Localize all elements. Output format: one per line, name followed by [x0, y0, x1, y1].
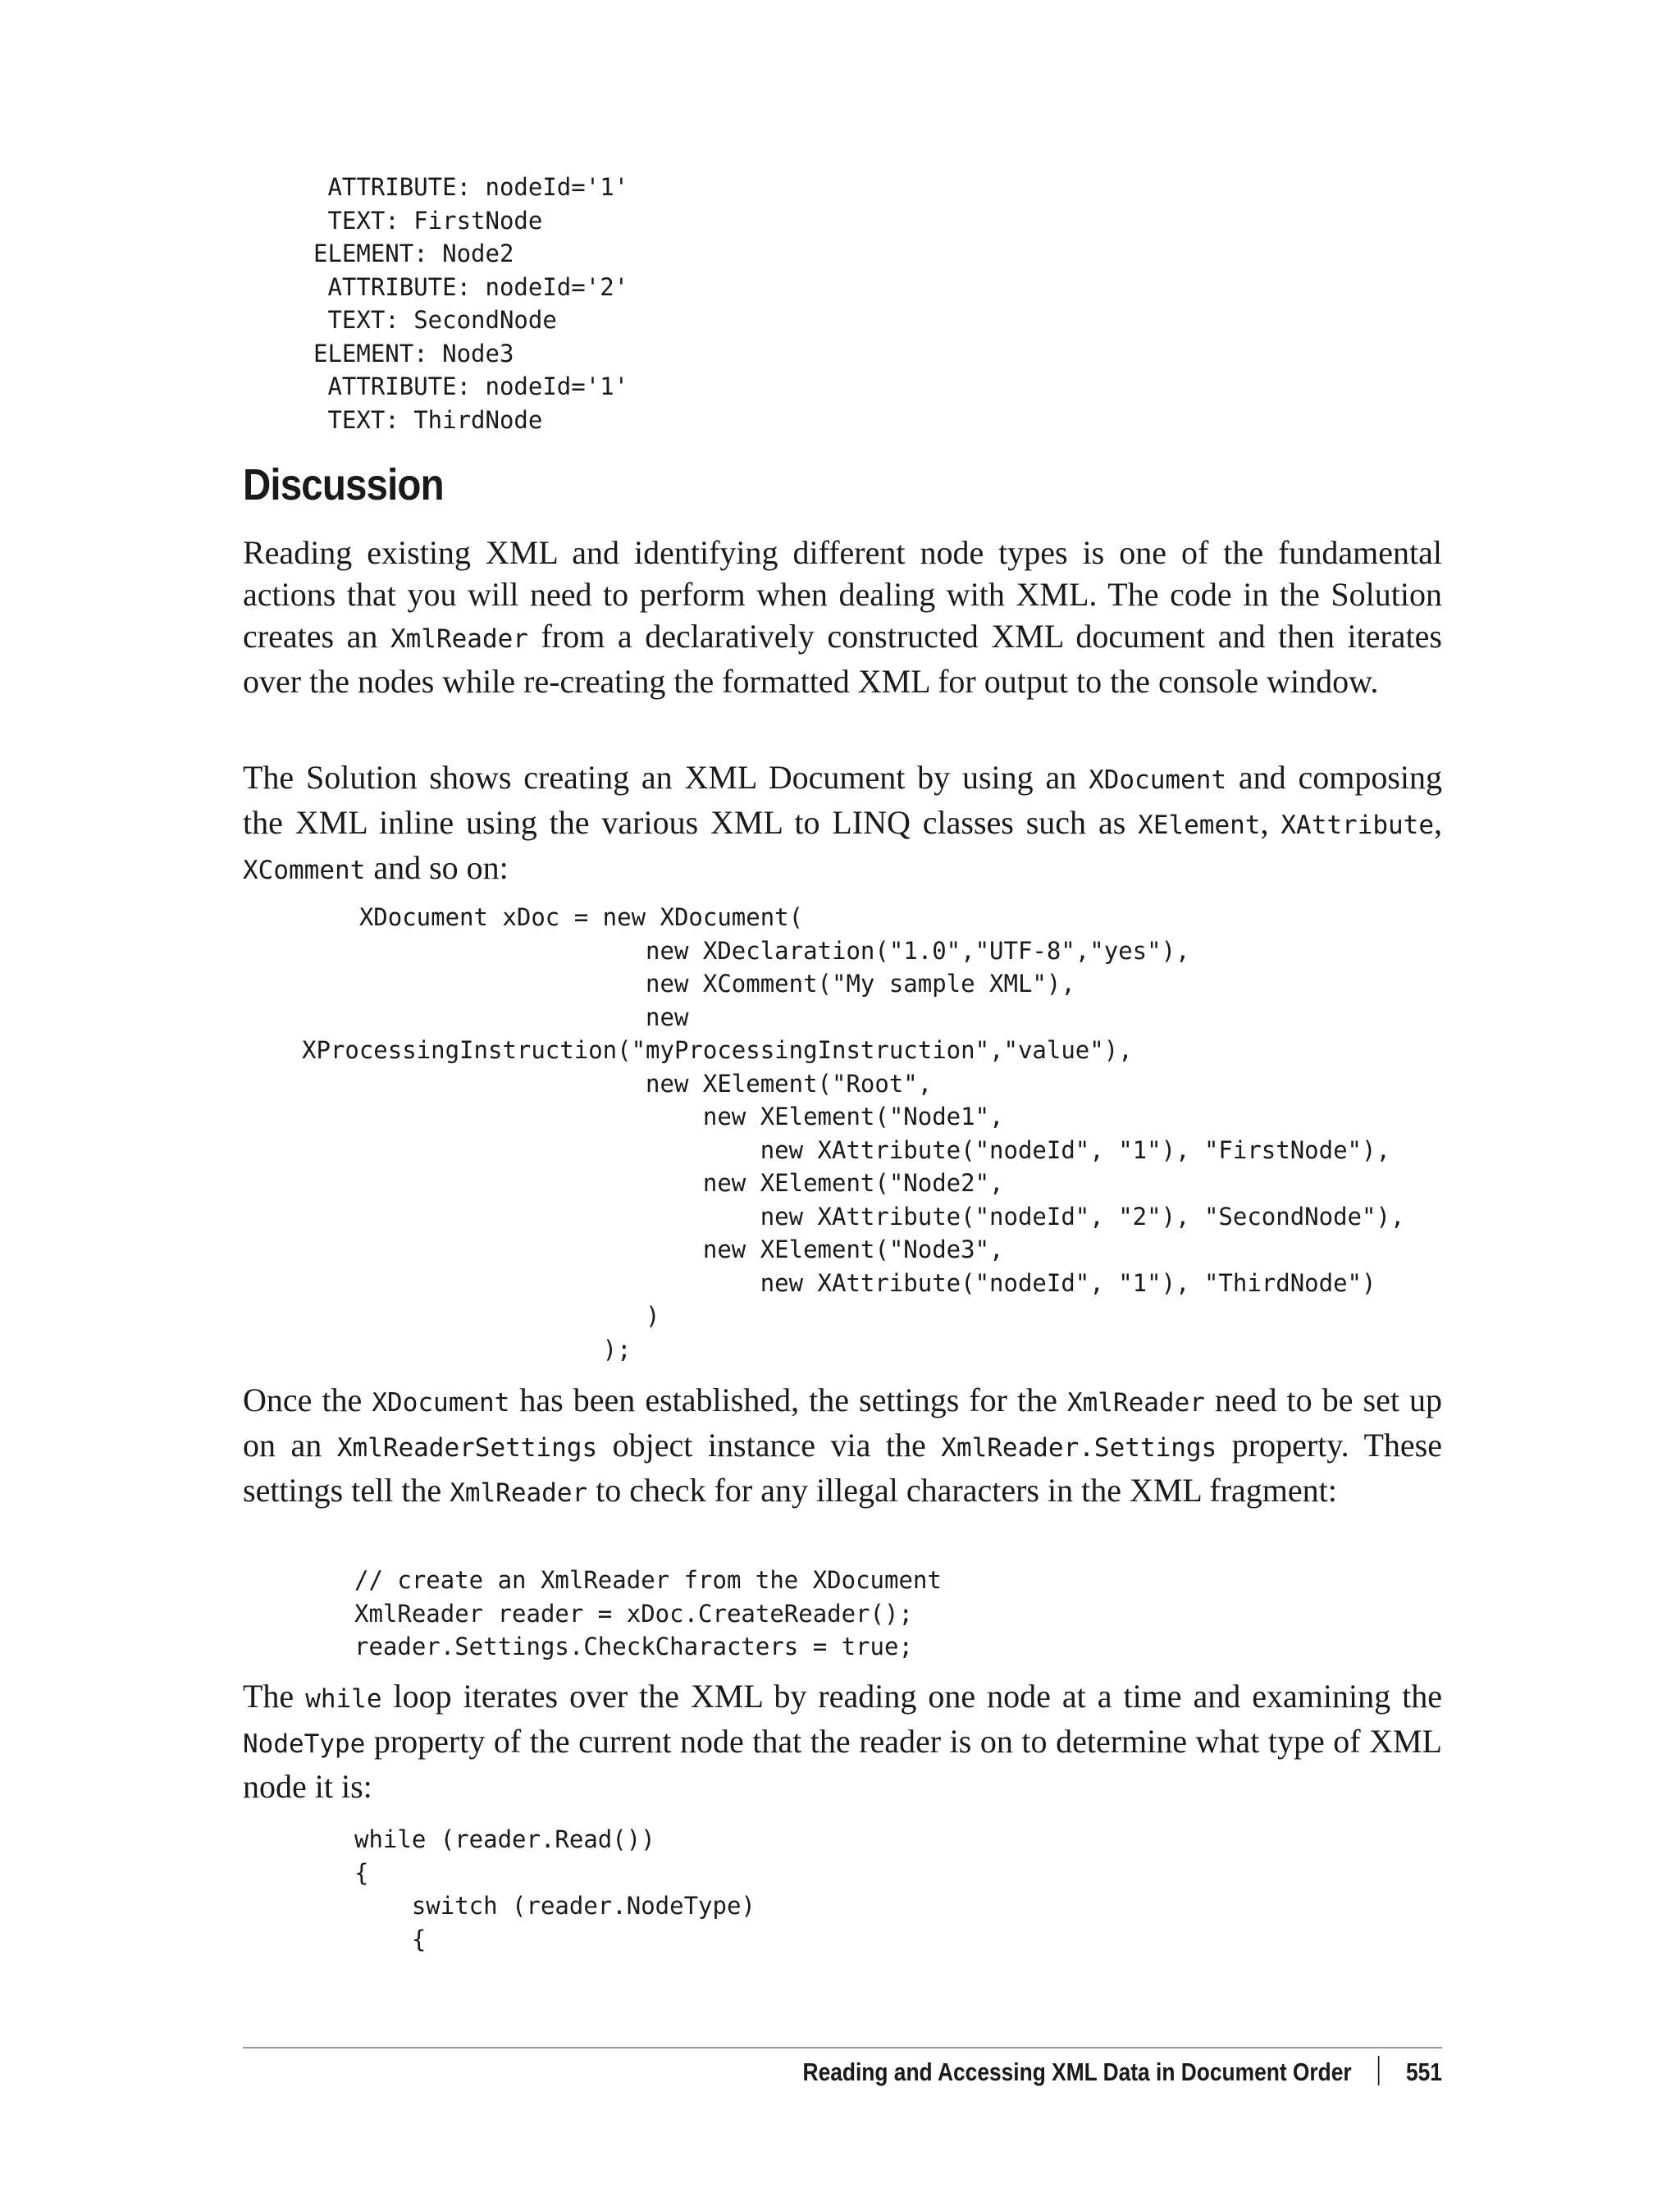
- page-footer: [803, 2056, 1442, 2089]
- paragraph-1: Reading existing XML and identifying different node types is one of the fundamental actions that you will need to perform when dealing with XML. The code in the Solution creates an XmlReader from a declaratively constructed XML document and then iterates over the nodes while re-creating the formatted XML for output to the console window.: [243, 534, 1442, 700]
- inline-code: XmlReader: [390, 624, 528, 654]
- code-block-xdocument: XDocument xDoc = new XDocument( new XDeclaration("1.0","UTF-8","yes"), new XComment("My sample XML"), new XProcessingInstruction("myProcessingInstruction","value"), new XElement("Root", new XElement("Node1", new XAttribute("nodeId", "1"), "FirstNode"), new XElement("Node2", new XAttribute("nodeId", "2"), "SecondNode"), new XElement("Node3", new XAttribute("nodeId", "1"), "ThirdNode") ) );: [302, 903, 1405, 1363]
- inline-code: XElement: [1138, 811, 1261, 840]
- code-block-while-loop: while (reader.Read()) { switch (reader.NodeType) {: [354, 1825, 756, 1953]
- inline-code: XDocument: [1089, 765, 1227, 795]
- code-block-reader-settings: // create an XmlReader from the XDocument XmlReader reader = xDoc.CreateReader(); reader.Settings.CheckCharacters = true;: [354, 1566, 942, 1660]
- inline-code: XmlReader.Settings: [941, 1433, 1217, 1463]
- paragraph-2: The Solution shows creating an XML Document by using an XDocument and composing the XML inline using the various XML to LINQ classes such as XElement, XAttribute, XComment and so on:: [243, 759, 1443, 886]
- paragraph-3: Once the XDocument has been established, the settings for the XmlReader need to be set up on an XmlReaderSettings object instance via the XmlReader.Settings property. These settings tell the XmlReader to check for any illegal characters in the XML fragment:: [243, 1382, 1443, 1509]
- section-heading: Discussion: [243, 460, 444, 509]
- inline-code: XmlReader: [1066, 1388, 1205, 1418]
- footer-divider: [243, 2047, 1442, 2048]
- page-number: 551: [1406, 2058, 1442, 2086]
- paragraph-4: The while loop iterates over the XML by reading one node at a time and examining the NodeType property of the current node that the reader is on to determine what type of XML node it is:: [243, 1678, 1443, 1805]
- inline-code: XAttribute: [1281, 811, 1435, 840]
- inline-code: while: [305, 1684, 382, 1714]
- footer-separator: [1378, 2056, 1380, 2085]
- code-output-listing: ATTRIBUTE: nodeId='1' TEXT: FirstNode ELEMENT: Node2 ATTRIBUTE: nodeId='2' TEXT: SecondNode ELEMENT: Node3 ATTRIBUTE: nodeId='1' TEXT: ThirdNode: [313, 173, 629, 434]
- footer-section-title: Reading and Accessing XML Data in Document Order: [802, 2058, 1352, 2086]
- inline-code: XDocument: [372, 1388, 510, 1418]
- inline-code: NodeType: [243, 1729, 366, 1759]
- inline-code: XmlReaderSettings: [336, 1433, 598, 1463]
- inline-code: XmlReader: [450, 1478, 588, 1508]
- inline-code: XComment: [243, 856, 366, 885]
